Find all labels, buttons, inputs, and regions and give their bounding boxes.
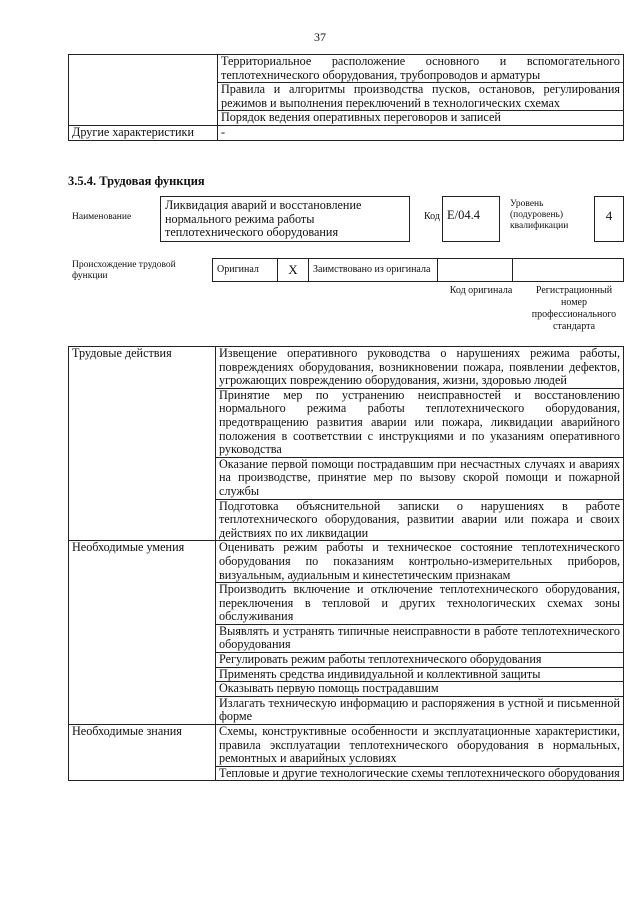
table-label-cell: Необходимые умения	[69, 541, 216, 725]
table-cell: Принятие мер по устранению неисправностей и восстановлению нормального режима работы теплотехнического оборудования, предотвращению развития аварии или пожара, ликвидации аварийного положения в соответствии с инструкциями и по указаниям оперативного руководства	[216, 388, 624, 457]
original-label: Оригинал	[213, 259, 278, 282]
table-cell: Оказывать первую помощь пострадавшим	[216, 682, 624, 697]
reg-number-cell	[513, 259, 624, 282]
reg-number-label: Регистрационный номер профессионального стандарта	[531, 285, 617, 332]
table-label-cell: Необходимые знания	[69, 725, 216, 781]
code-label: Код	[424, 211, 440, 222]
table-cell: Производить включение и отключение теплотехнического оборудования, переключения в тепловой и других технологических схемах зоны обслуживания	[216, 583, 624, 625]
table-cell: Подготовка объяснительной записки о нарушениях в работе теплотехнического оборудования, развитии аварии или пожара и своих действиях по их ликвидации	[216, 499, 624, 541]
code-original-cell	[438, 259, 513, 282]
table-label-cell: Трудовые действия	[69, 347, 216, 541]
table-cell: Излагать техническую информацию и распоряжения в устной и письменной форме	[216, 696, 624, 724]
table-cell: Правила и алгоритмы производства пусков, остановов, регулирования режимов и выполнения переключений в технологических схемах	[218, 83, 624, 111]
table-cell: Оказание первой помощи пострадавшим при несчастных случаях и авариях на производстве, принятие мер по вызову скорой помощи и пожарной службы	[216, 457, 624, 499]
original-mark: X	[278, 259, 309, 282]
function-name-box: Ликвидация аварий и восстановление нормального режима работы теплотехнического оборудования	[160, 196, 410, 242]
table-label-cell	[69, 55, 218, 126]
table-cell: Порядок ведения оперативных переговоров и записей	[218, 111, 624, 126]
table-cell: Тепловые и другие технологические схемы теплотехнического оборудования	[216, 766, 624, 781]
main-function-table	[68, 346, 624, 781]
section-title: 3.5.4. Трудовая функция	[68, 174, 205, 188]
level-label: Уровень (подуровень) квалификации	[510, 199, 569, 231]
table-cell: Оценивать режим работы и техническое состояние теплотехнического оборудования по показаниям контрольно-измерительных приборов, визуальным, аудиальным и кинестетическим признакам	[216, 541, 624, 583]
name-label: Наименование	[72, 212, 132, 222]
top-characteristics-table	[68, 54, 624, 141]
table-label-cell: Другие характеристики	[69, 125, 218, 140]
origin-table	[212, 258, 624, 282]
table-cell: Схемы, конструктивные особенности и эксплуатационные характеристики, правила эксплуатации теплотехнического оборудования в нормальных, ремонтных и аварийных условиях	[216, 725, 624, 767]
table-cell: Регулировать режим работы теплотехнического оборудования	[216, 653, 624, 668]
table-cell: -	[218, 125, 624, 140]
table-cell: Извещение оперативного руководства о нарушениях режима работы, повреждениях оборудования, возникновении пожара, появлении дефектов, угрожающих повреждению оборудования, жизни, здоровью людей	[216, 347, 624, 389]
page-number: 37	[314, 30, 326, 44]
code-original-label: Код оригинала	[449, 285, 513, 296]
function-code-box: E/04.4	[442, 196, 500, 242]
origin-label: Происхождение трудовой функции	[72, 260, 176, 281]
borrowed-label: Заимствовано из оригинала	[309, 259, 438, 282]
table-cell: Выявлять и устранять типичные неисправности в работе теплотехнического оборудования	[216, 624, 624, 652]
table-cell: Применять средства индивидуальной и коллективной защиты	[216, 667, 624, 682]
table-cell: Территориальное расположение основного и вспомогательного теплотехнического оборудования, трубопроводов и арматуры	[218, 55, 624, 83]
level-value-box: 4	[594, 196, 624, 242]
